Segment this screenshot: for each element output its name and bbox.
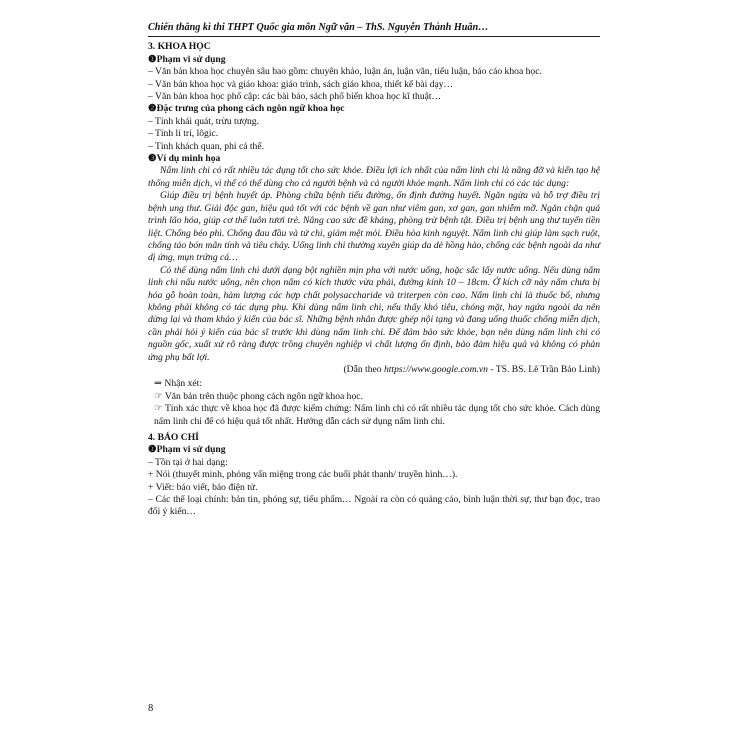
section-3-features-title: ❷Đặc trưng của phong cách ngôn ngữ khoa học	[148, 103, 345, 115]
source-prefix: (Dẫn theo	[343, 363, 384, 375]
section-4-scope-title: ❶Phạm vi sử dụng	[148, 444, 226, 456]
section-4-title: 4. BÁO CHÍ	[148, 432, 199, 443]
source-suffix: - TS. BS. Lê Trần Bảo Linh)	[487, 363, 600, 375]
section-3-scope-title: ❶Phạm vi sử dụng	[148, 53, 226, 65]
section-4-scope-1: – Tồn tại ở hai dạng:	[148, 456, 228, 468]
section-4-scope-3: + Viết: báo viết, báo điện tử.	[148, 481, 258, 493]
section-3-feature-1: – Tính khái quát, trừu tượng.	[148, 115, 259, 127]
page-number: 8	[148, 703, 154, 714]
source-url: https://www.google.com.vn	[383, 363, 488, 375]
section-4-scope-2: + Nói (thuyết minh, phỏng vấn miệng trong các buổi phát thanh/ truyền hình…).	[148, 469, 458, 481]
section-3-scope-3: – Văn bản khoa học phổ cập: các bài báo, sách phổ biến khoa học kĩ thuật…	[148, 91, 442, 103]
section-3-example-title: ❸Ví dụ minh họa	[148, 153, 221, 165]
example-paragraph-2: Giúp điều trị bệnh huyết áp. Phòng chữa bệnh tiểu đường, ổn định đường huyết. Ngăn ngừa và hỗ trợ điều trị bệnh ung thư. Giải độc gan, hiệu quả tốt với các bệnh về gan như viêm gan, xơ gan, gan nhiễm mỡ. Ngăn chặn quá trình lão hóa, giúp cơ thể luôn tươi trẻ. Nâng cao sức đề kháng, phòng trừ bệnh tật. Điều trị bệnh ung thư tuyến tiền liệt. Chống béo phì. Chống đau đầu và tứ chi, giảm mệt mỏi. Điều hòa kinh nguyệt. Nấm linh chi giúp làm sạch ruột, chống táo bón mãn tính và tiêu chảy. Uống linh chi thường xuyên giúp da dẻ hồng hào, chống các bệnh ngoài da như dị ứng, mụn trứng cá…	[148, 190, 600, 264]
section-3-feature-3: – Tính khách quan, phi cá thể.	[148, 140, 264, 152]
example-paragraph-3: Có thể dùng nấm linh chi dưới dạng bột nghiền mịn pha với nước uống, hoặc sắc lấy nước uống. Nếu dùng nấm linh chi nấu nước uống, nên chọn nấm có kích thước vừa phải, đường kính 10 – 18cm. Ở kích cỡ này nấm chưa bị hóa gỗ hoàn toàn, hàm lượng các hợp chất polysaccharide và triterpen còn cao. Nấm linh chi là thuốc bổ, nhưng không phải không có tác dụng phụ. Khi dùng nấm linh chi, nếu thấy khó tiêu, chóng mặt, hay ngứa ngoài da nên dừng lại và tham khảo ý kiến của bác sĩ. Những bệnh nhân được ghép nội tạng và đang uống thuốc chống miễn dịch, cần phải hỏi ý kiến của bác sĩ trước khi dùng nấm linh chi. Để đảm bảo sức khỏe, bạn nên dùng nấm linh chi có nguồn gốc, xuất xứ rõ ràng được trồng chuyên nghiệp vì chất lượng ổn định, bảo đảm hiệu quả và không có phản ứng phụ bất lợi.	[148, 264, 600, 363]
page-content	[148, 22, 600, 722]
running-header: Chiến thắng kì thi THPT Quốc gia môn Ngữ văn – ThS. Nguyễn Thành Huân…	[148, 22, 600, 37]
remark-1: ☞ Văn bản trên thuộc phong cách ngôn ngữ khoa học.	[154, 390, 363, 402]
section-3-title: 3. KHOA HỌC	[148, 41, 211, 53]
section-3-feature-2: – Tính lí trí, lôgic.	[148, 128, 219, 140]
example-source	[148, 364, 600, 376]
section-4-scope-4: – Các thể loại chính: bản tin, phóng sự, tiểu phẩm… Ngoài ra còn có quảng cáo, bình luận thời sự, thư bạn đọc, trao đổi ý kiến…	[148, 494, 600, 518]
remark-2: ☞ Tính xác thực về khoa học đã được kiểm chứng: Nấm linh chi có rất nhiều tác dụng tốt cho sức khỏe. Cách dùng nấm linh chi để có hiệu quả tốt nhất. Hướng dẫn cách sử dụng nấm linh chi.	[154, 403, 600, 427]
section-3-scope-1: – Văn bản khoa học chuyên sâu bao gồm: chuyên khảo, luận án, luận văn, tiểu luận, báo cáo khoa học.	[148, 66, 542, 78]
section-3-scope-2: – Văn bản khoa học và giáo khoa: giáo trình, sách giáo khoa, thiết kế bài dạy…	[148, 78, 454, 90]
remark-title: ⇒ Nhận xét:	[154, 378, 203, 390]
example-paragraph-1: Nấm linh chi có rất nhiều tác dụng tốt cho sức khỏe. Điều lợi ích nhất của nấm linh chi là nâng đỡ và kiến tạo hệ thống miễn dịch, vì thế có thể dùng cho cả người bệnh và cả người khỏe mạnh. Nấm linh chi có các tác dụng:	[148, 165, 600, 189]
